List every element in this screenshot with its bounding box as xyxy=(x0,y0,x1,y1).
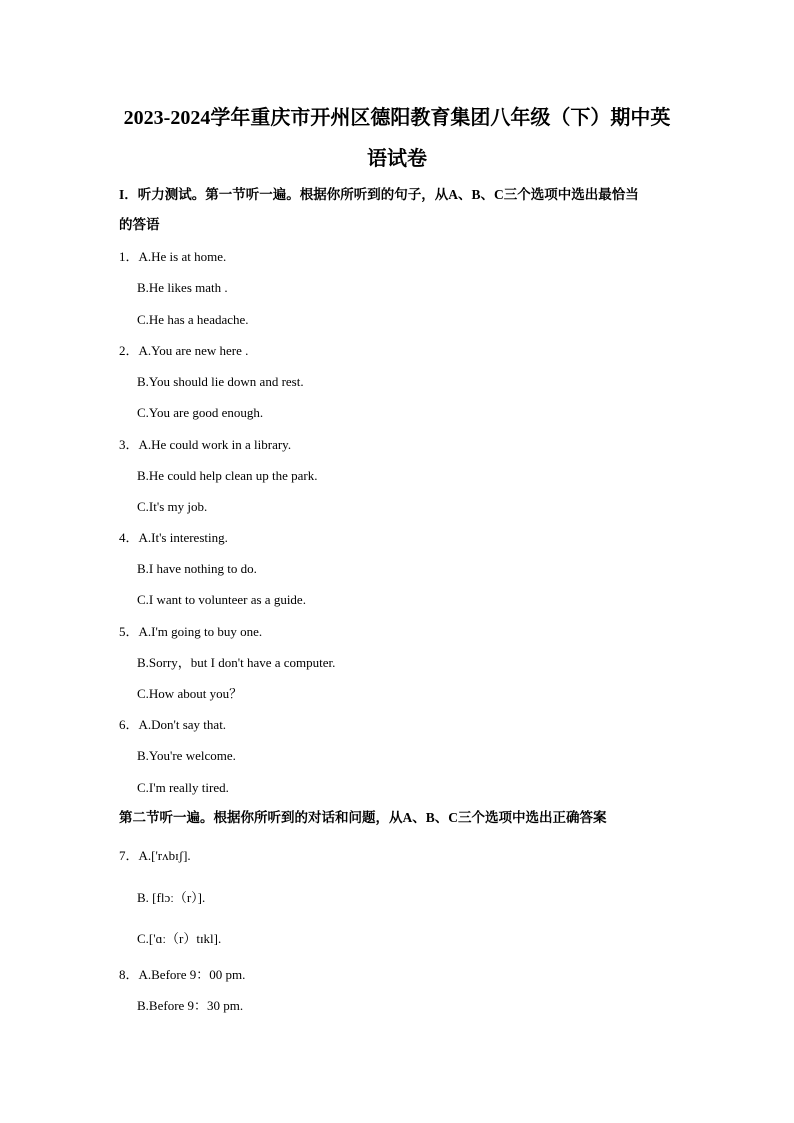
question-1-option-c: C.He has a headache. xyxy=(137,312,249,327)
page-title-line-2: 语试卷 xyxy=(367,148,427,170)
question-8-option-b: B.Before 9：30 pm. xyxy=(137,998,244,1013)
question-3: 3．A.He could work in a library. xyxy=(119,437,292,452)
question-5-option-b: B.Sorry，but I don't have a computer. xyxy=(137,655,336,670)
question-4-option-b: B.I have nothing to do. xyxy=(137,561,257,576)
question-3-option-b: B.He could help clean up the park. xyxy=(137,468,318,483)
question-4: 4．A.It's interesting. xyxy=(119,530,228,545)
section-1-heading: I．听力测试。第一节听一遍。根据你所听到的句子，从A、B、C三个选项中选出最恰当 xyxy=(119,187,639,202)
question-6: 6．A.Don't say that. xyxy=(119,717,227,732)
page-title-line-1: 2023-2024学年重庆市开州区德阳教育集团八年级（下）期中英 xyxy=(123,107,671,129)
section-2-heading: 第二节听一遍。根据你所听到的对话和问题，从A、B、C三个选项中选出正确答案 xyxy=(119,810,607,825)
question-2: 2．A.You are new here . xyxy=(119,343,249,358)
section-1-heading-cont: 的答语 xyxy=(119,217,160,232)
question-3-option-c: C.It's my job. xyxy=(137,499,208,514)
question-7: 7．A.['rʌbɪʃ]. xyxy=(119,848,191,863)
question-5: 5．A.I'm going to buy one. xyxy=(119,624,263,639)
question-7-option-b: B. [flɔː（r）]. xyxy=(137,890,206,905)
question-4-option-c: C.I want to volunteer as a guide. xyxy=(137,592,306,607)
question-5-option-c: C.How about you？ xyxy=(137,686,243,701)
question-2-option-c: C.You are good enough. xyxy=(137,405,264,420)
question-6-option-c: C.I'm really tired. xyxy=(137,780,229,795)
question-7-option-c: C.['ɑː（r）tɪkl]. xyxy=(137,931,222,946)
question-2-option-b: B.You should lie down and rest. xyxy=(137,374,304,389)
question-1-option-b: B.He likes math . xyxy=(137,280,228,295)
question-8: 8．A.Before 9：00 pm. xyxy=(119,967,246,982)
question-6-option-b: B.You're welcome. xyxy=(137,748,236,763)
question-1: 1．A.He is at home. xyxy=(119,249,227,264)
